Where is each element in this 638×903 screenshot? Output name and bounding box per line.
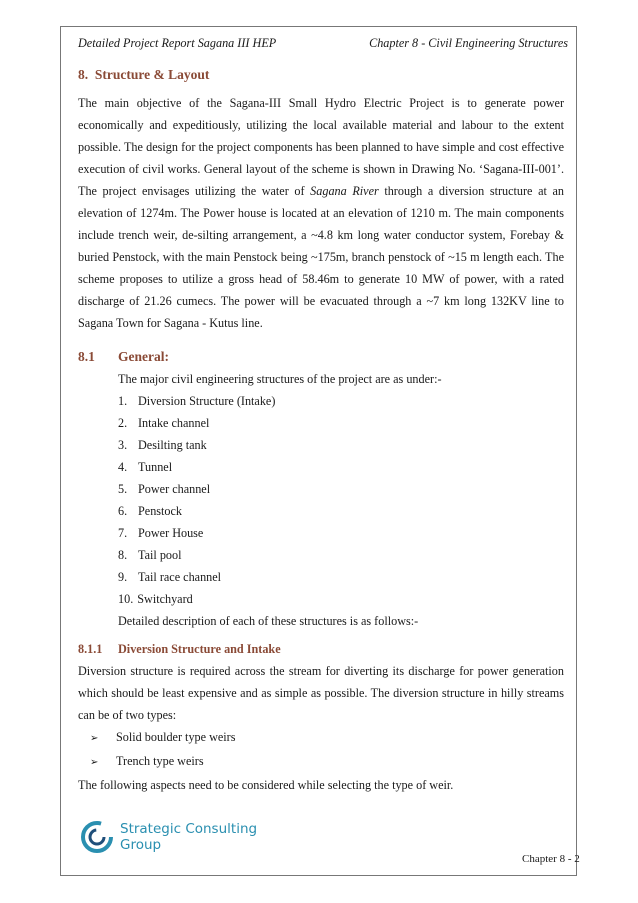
bullet-item (90, 726, 564, 750)
subsection-heading-general (78, 346, 564, 368)
list-item-number: 7. (118, 526, 128, 540)
river-name: Sagana River (310, 184, 379, 198)
list-item (118, 500, 564, 522)
list-item-number: 6. (118, 504, 128, 518)
subsubsection-number: 8.1.1 (78, 642, 103, 656)
bullet-text: Solid boulder type weirs (116, 730, 236, 744)
list-item-text: Power channel (138, 482, 211, 496)
list-item (118, 478, 564, 500)
list-item (118, 390, 564, 412)
bullet-text: Trench type weirs (116, 754, 204, 768)
logo-line-1: Strategic Consulting (120, 821, 258, 837)
list-item-text: Switchyard (137, 592, 193, 606)
list-item-text: Tunnel (138, 460, 173, 474)
list-item-number: 8. (118, 548, 128, 562)
bullet-item (90, 750, 564, 774)
list-item-text: Power House (138, 526, 204, 540)
arrow-bullet-icon: ➢ (90, 757, 99, 768)
company-logo (80, 820, 257, 854)
list-item (118, 588, 564, 610)
arrow-bullet-icon: ➢ (90, 733, 99, 744)
subsection-title: General: (118, 349, 169, 364)
list-item (118, 412, 564, 434)
list-item (118, 544, 564, 566)
list-item-text: Desilting tank (138, 438, 207, 452)
document-body (78, 64, 564, 796)
list-item-number: 3. (118, 438, 128, 452)
header-right: Chapter 8 - Civil Engineering Structures (369, 36, 568, 50)
diversion-paragraph: Diversion structure is required across the stream for diverting its discharge for power generation which should be least expensive and as simple as possible. The diversion structure in hilly streams can be of two types: (78, 664, 564, 722)
list-item-number: 5. (118, 482, 128, 496)
general-intro: The major civil engineering structures of the project are as under:- (118, 372, 442, 386)
list-item-number: 4. (118, 460, 128, 474)
list-item-number: 9. (118, 570, 128, 584)
logo-text (120, 821, 257, 853)
page-number: Chapter 8 - 2 (522, 853, 580, 865)
list-item-number: 2. (118, 416, 128, 430)
paragraph-part-2: through a diversion structure at an elevation of 1274m. The Power house is located at an elevation of 1210 m. The main components include trench weir, de-silting arrangement, a ~4.8 km long water conductor system, Forebay & buried Penstock, with the main Penstock being ~175m, branch penstock of ~15 m length each. The scheme proposes to utilize a gross head of 58.46m to generate 10 MW of power, with a rated discharge of 21.26 cumecs. The power will be evacuated through a ~7 km long 132KV line to Sagana Town for Sagana - Kutus line. (78, 184, 564, 330)
running-header (78, 36, 568, 51)
list-item-text: Diversion Structure (Intake) (138, 394, 276, 408)
paragraph-part-1: The main objective of the Sagana-III Small Hydro Electric Project is to generate power economically and expeditiously, utilizing the local available material and labour to the extent possible. The design for the project components has been planned to have simple and cost effective execution of civil works. General layout of the scheme is shown in Drawing No. ‘Sagana-III-001’. The project envisages utilizing the water of (78, 96, 564, 198)
section-number: 8. (78, 67, 89, 82)
list-item-text: Tail race channel (138, 570, 222, 584)
structures-list (78, 390, 564, 610)
list-item-text: Tail pool (138, 548, 182, 562)
section-title: Structure & Layout (94, 67, 210, 82)
list-item-text: Intake channel (138, 416, 210, 430)
list-item (118, 434, 564, 456)
subsubsection-title: Diversion Structure and Intake (118, 642, 281, 656)
list-item-number: 1. (118, 394, 128, 408)
logo-line-2: Group (120, 837, 162, 853)
list-item (118, 456, 564, 478)
list-item (118, 522, 564, 544)
header-left: Detailed Project Report Sagana III HEP (78, 36, 277, 50)
section-paragraph (78, 92, 564, 334)
weir-types-list (78, 726, 564, 774)
list-item-number: 10. (118, 592, 134, 606)
section-heading (78, 64, 564, 86)
logo-swirl-icon (80, 820, 114, 854)
diversion-closing: The following aspects need to be considered while selecting the type of weir. (78, 778, 454, 792)
subsection-number: 8.1 (78, 349, 95, 364)
list-item-text: Penstock (138, 504, 183, 518)
subsubsection-heading-diversion (78, 638, 564, 660)
list-item (118, 566, 564, 588)
general-outro: Detailed description of each of these structures is as follows:- (118, 614, 419, 628)
